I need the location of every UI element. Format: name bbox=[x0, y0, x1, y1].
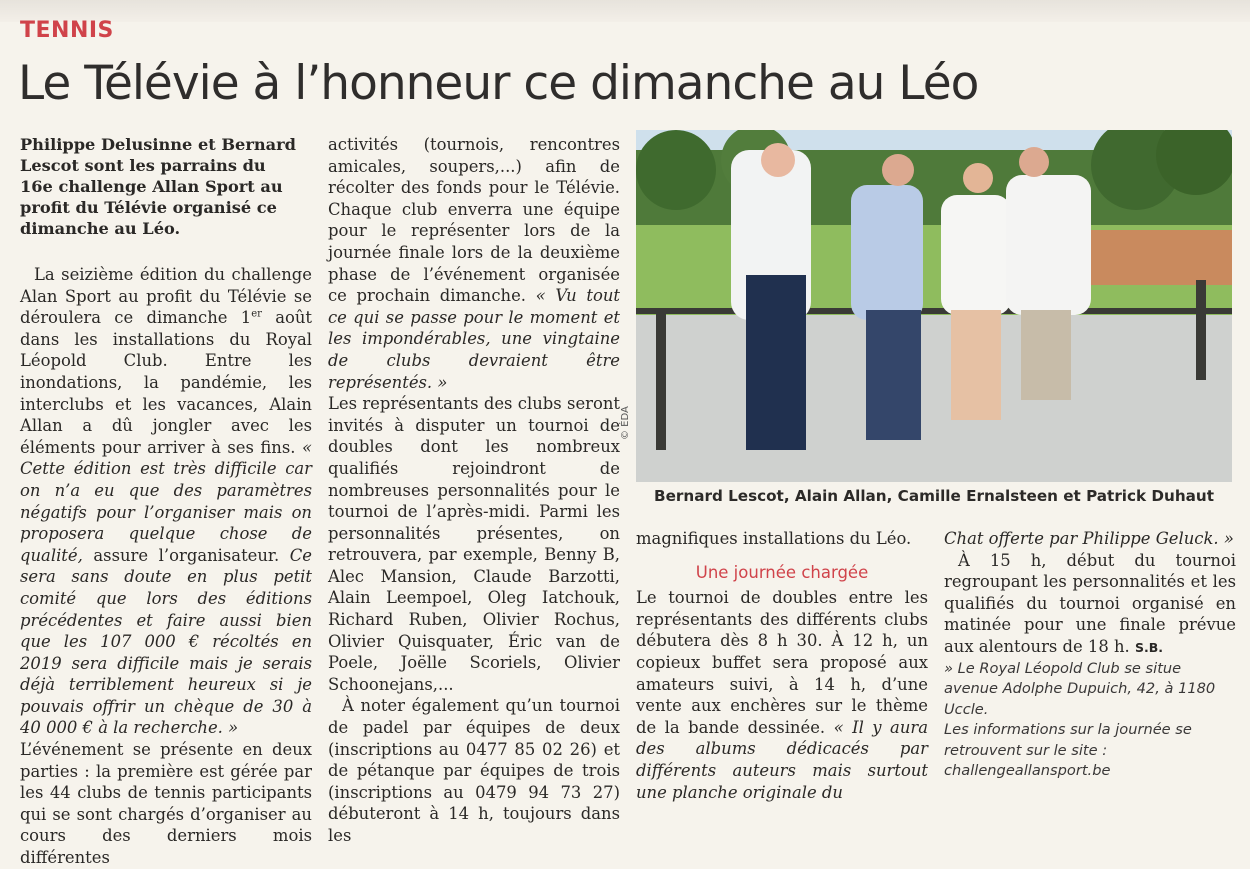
info-website: Les informations sur la journée se retrouvent sur le site : challengeallansport.be bbox=[944, 721, 1192, 780]
col1-text-2: août dans les installations du Royal Léopold Club. Entre les inondations, la pandémie, les interclubs et les vacances, Alain Allan a dû jongler avec les éléments pour arriver à ses fins. bbox=[20, 308, 312, 457]
column-3 bbox=[636, 528, 928, 803]
col1-sup: er bbox=[251, 308, 262, 320]
col3-text: Le tournoi de doubles entre les représentants des différents clubs débutera dès 8 h 30. À 12 h, un copieux buffet sera proposé aux amateurs suivi, à 14 h, d’une vente aux enchères sur le thème de la bande dessinée. bbox=[636, 588, 928, 737]
section-label: TENNIS bbox=[20, 18, 114, 43]
col1-paragraph-2: L’événement se présente en deux parties : la première est gérée par les 44 clubs de tennis participants qui se sont chargés d’organiser au cours des derniers mois différentes bbox=[20, 740, 312, 868]
col2-paragraph-2: Les représentants des clubs seront invités à disputer un tournoi de doubles dont les nombreux qualifiés rejoindront de nombreuses personnalités pour le tournoi de l’après-midi. Parmi les personnalités présentes, on retrouvera, par exemple, Benny B, Alec Mansion, Claude Barzotti, Alain Leempoel, Oleg Iatchouk, Richard Ruben, Olivier Rochus, Olivier Quisquater, Éric van de Poele, Joëlle Scoriels, Olivier Schoonejans,... bbox=[328, 394, 620, 694]
col2-text: activités (tournois, rencontres amicales, soupers,...) afin de récolter des fonds pour le Télévie. Chaque club enverra une équipe pour le représenter lors de la journée finale lors de la deuxième phase de l’événement organisée ce prochain dimanche. bbox=[328, 135, 620, 306]
info-address: » Le Royal Léopold Club se situe avenue Adolphe Dupuich, 42, à 1180 Uccle. bbox=[944, 659, 1216, 718]
column-2 bbox=[328, 134, 620, 847]
photo-caption: Bernard Lescot, Alain Allan, Camille Ernalsteen et Patrick Duhaut bbox=[654, 487, 1214, 505]
col4-text: À 15 h, début du tournoi regroupant les personnalités et les qualifiés du tournoi organisé en matinée pour une finale prévue aux alentours de 18 h. bbox=[944, 550, 1236, 656]
col1-quote-2: Ce sera sans doute en plus petit comité que lors des éditions précédentes et faire aussi bien que les 107 000 € récoltés en 2019 sera difficile mais je serais déjà terriblement heureux si je pouvais offrir un chèque de 30 à 40 000 € à la recherche. » bbox=[20, 545, 312, 738]
col2-quote: « Vu tout ce qui se passe pour le moment et les impondérables, une vingtaine de clubs devraient être représentés. » bbox=[328, 286, 620, 392]
col1-text: La seizième édition du challenge Alan Sport au profit du Télévie se déroulera ce dimanche 1 bbox=[20, 265, 312, 328]
column-1 bbox=[20, 264, 312, 869]
col2-paragraph-3: À noter également qu’un tournoi de padel par équipes de deux (inscriptions au 0477 85 02 26) et de pétanque par équipes de trois (inscriptions au 0479 94 73 27) débuteront à 14 h, toujours dans les bbox=[328, 696, 620, 845]
col1-quote-tail: assure l’organisateur. bbox=[82, 545, 290, 565]
headline: Le Télévie à l’honneur ce dimanche au Léo bbox=[18, 56, 979, 111]
col4-quote-text: Chat offerte par Philippe Geluck. » bbox=[944, 529, 1234, 548]
previous-article-strip bbox=[0, 0, 1250, 22]
col4-paragraph-1 bbox=[944, 550, 1236, 659]
column-4 bbox=[944, 528, 1236, 782]
col4-quote bbox=[944, 528, 1236, 550]
lede: Philippe Delusinne et Bernard Lescot sont les parrains du 16e challenge Allan Sport au profit du Télévie organisé ce dimanche au Léo. bbox=[20, 135, 296, 238]
article-photo bbox=[636, 130, 1232, 482]
photo-credit: © ÉDA bbox=[620, 406, 631, 440]
col3-paragraph-1: magnifiques installations du Léo. bbox=[636, 529, 912, 548]
col2-paragraph-1 bbox=[328, 134, 620, 393]
subheading: Une journée chargée bbox=[695, 562, 869, 582]
col1-paragraph-1 bbox=[20, 264, 312, 739]
col3-quote: « Il y aura des albums dédicacés par différents auteurs mais surtout une planche originale du bbox=[636, 717, 928, 802]
col3-paragraph-2 bbox=[636, 587, 928, 803]
col1-quote-1: « Cette édition est très difficile car on n’a eu que des paramètres négatifs pour l’organiser mais on proposera quelque chose de qualité, bbox=[20, 437, 312, 565]
author-signature: S.B. bbox=[1134, 639, 1163, 655]
photo-illustration bbox=[636, 130, 1232, 482]
